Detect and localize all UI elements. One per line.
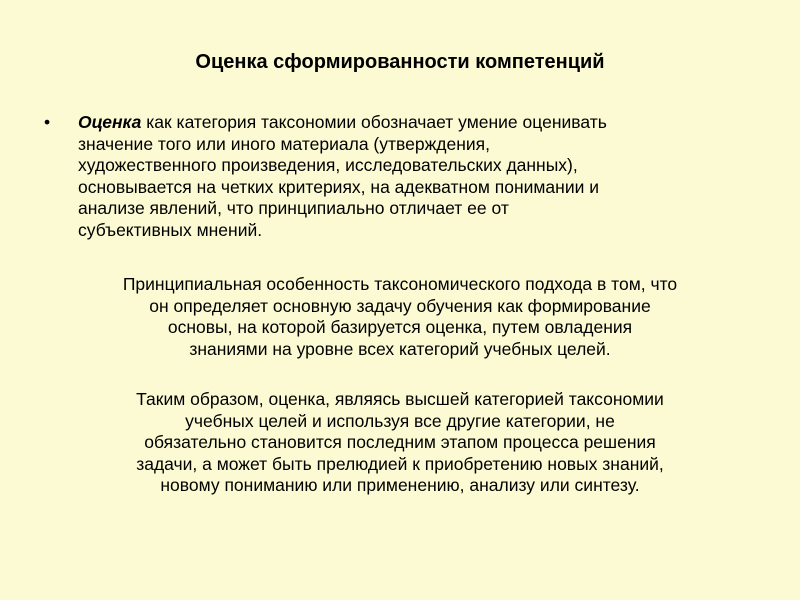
- paragraph-line: он определяет основную задачу обучения как формирование: [149, 295, 651, 316]
- bullet-line: субъективных мнений.: [78, 219, 263, 240]
- bullet-line: значение того или иного материала (утверждения,: [78, 133, 491, 154]
- paragraph-line: Принципиальная особенность таксономического подхода в том, что: [122, 274, 678, 294]
- paragraph-line: задачи, а может быть прелюдией к приобретению новых знаний,: [136, 453, 664, 474]
- paragraph-line: новому пониманию или применению, анализу или синтезу.: [160, 475, 640, 495]
- bullet-lead-term: Оценка: [78, 112, 142, 132]
- bullet-line: анализе явлений, что принципиально отличает ее от: [78, 198, 509, 218]
- paragraph-line: Таким образом, оценка, являясь высшей категорией таксономии: [136, 389, 664, 409]
- bullet-item: [44, 112, 764, 241]
- paragraph-line: основы, на которой базируется оценка, путем овладения: [167, 317, 633, 337]
- slide-title: Оценка сформированности компетенций: [195, 51, 605, 73]
- paragraph-line: знаниями на уровне всех категорий учебных целей.: [189, 338, 611, 359]
- bullet-line: как категория таксономии обозначает умение оценивать: [141, 112, 607, 132]
- bullet-line: основывается на четких критериях, на адекватном понимании и: [78, 176, 600, 197]
- bullet-line: художественного произведения, исследовательских данных),: [78, 155, 578, 175]
- paragraph-line: обязательно становится последним этапом процесса решения: [144, 432, 656, 452]
- bullet-dot-icon: •: [44, 112, 51, 132]
- bullet-text: [78, 112, 764, 241]
- paragraph-conclusion: [30, 389, 770, 497]
- paragraph-principle: [30, 274, 770, 360]
- paragraph-line: учебных целей и используя все другие категории, не: [185, 410, 615, 431]
